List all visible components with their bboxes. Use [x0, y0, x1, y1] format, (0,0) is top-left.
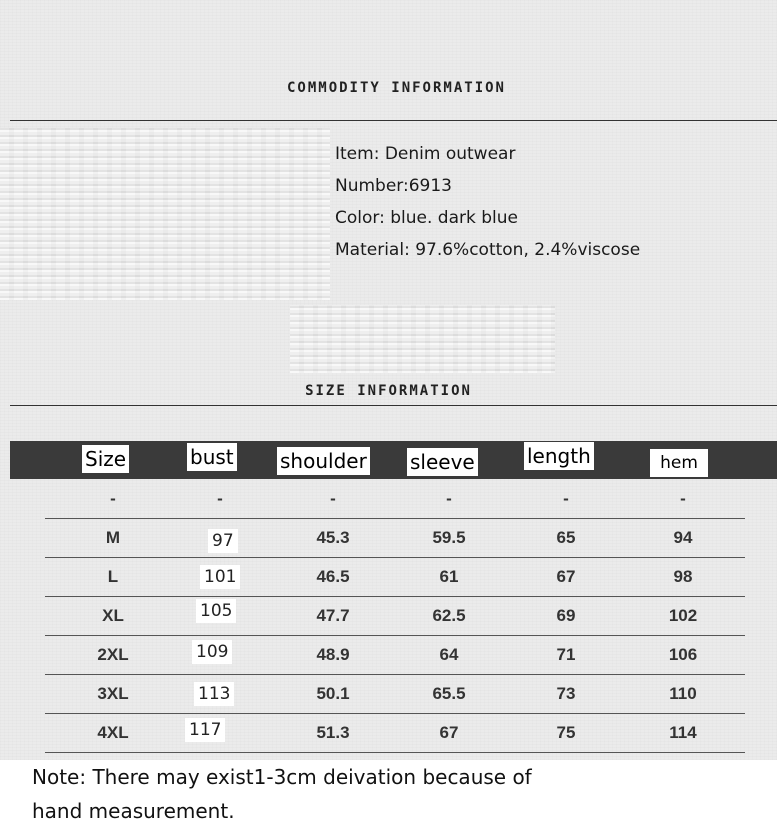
commodity-details: [335, 141, 640, 269]
blurred-watermark: [290, 305, 555, 373]
size-info-heading: SIZE INFORMATION: [305, 383, 472, 399]
cell-bust: 97: [208, 529, 238, 553]
cell-shoulder: 50.1: [316, 684, 350, 703]
cell-sleeve: 65.5: [432, 684, 466, 703]
cell-size: L: [107, 567, 119, 586]
cell-bust: 109: [192, 640, 232, 664]
cell-sleeve: 62.5: [432, 606, 466, 625]
placeholder-cell: -: [217, 489, 223, 508]
header-hem: hem: [650, 449, 708, 477]
cell-bust: 101: [200, 565, 240, 589]
table-row: [0, 635, 777, 674]
row-divider: [45, 752, 745, 753]
blurred-product-image: [0, 128, 330, 300]
cell-length: 71: [556, 645, 576, 664]
cell-length: 69: [556, 606, 576, 625]
cell-length: 65: [556, 528, 576, 547]
header-size: Size: [82, 445, 129, 473]
table-row: [0, 674, 777, 713]
cell-size: 4XL: [97, 723, 129, 742]
placeholder-cell: -: [446, 489, 452, 508]
measurement-note: [32, 760, 777, 836]
cell-size: 3XL: [97, 684, 129, 703]
cell-shoulder: 48.9: [316, 645, 350, 664]
cell-bust: 113: [194, 682, 234, 706]
cell-length: 73: [556, 684, 576, 703]
cell-shoulder: 47.7: [316, 606, 350, 625]
cell-hem: 110: [669, 684, 697, 703]
table-row: [0, 557, 777, 596]
cell-size: 2XL: [97, 645, 129, 664]
cell-shoulder: 45.3: [316, 528, 350, 547]
size-divider: [10, 405, 777, 406]
header-length: length: [524, 442, 594, 470]
detail-item: Item: Denim outwear: [335, 144, 516, 164]
cell-length: 67: [556, 567, 576, 586]
placeholder-cell: -: [330, 489, 336, 508]
commodity-info-heading: COMMODITY INFORMATION: [286, 80, 506, 96]
cell-hem: 102: [668, 606, 698, 625]
cell-sleeve: 67: [439, 723, 459, 742]
cell-hem: 98: [673, 567, 693, 586]
placeholder-row: [0, 489, 777, 509]
header-bust: bust: [187, 443, 237, 471]
placeholder-cell: -: [563, 489, 569, 508]
cell-size: M: [105, 528, 121, 547]
detail-material: Material: 97.6%cotton, 2.4%viscose: [335, 240, 641, 260]
table-row: [0, 713, 777, 752]
cell-hem: 114: [669, 723, 697, 742]
cell-hem: 94: [673, 528, 693, 547]
header-shoulder: shoulder: [277, 447, 370, 475]
detail-color: Color: blue. dark blue: [335, 208, 518, 228]
table-row: [0, 518, 777, 557]
header-sleeve: sleeve: [407, 448, 478, 476]
commodity-divider: [10, 120, 777, 121]
detail-number: Number:6913: [335, 176, 452, 196]
placeholder-cell: -: [110, 489, 116, 508]
cell-sleeve: 64: [439, 645, 459, 664]
cell-size: XL: [102, 606, 124, 625]
note-line-2: hand measurement.: [32, 799, 235, 823]
note-line-1: Note: There may exist1-3cm deivation because of: [32, 765, 532, 789]
cell-shoulder: 51.3: [316, 723, 350, 742]
cell-sleeve: 59.5: [432, 528, 466, 547]
table-row: [0, 596, 777, 635]
cell-sleeve: 61: [439, 567, 459, 586]
cell-bust: 117: [185, 718, 225, 742]
cell-length: 75: [556, 723, 576, 742]
placeholder-cell: -: [680, 489, 686, 508]
cell-bust: 105: [196, 599, 236, 623]
cell-hem: 106: [668, 645, 698, 664]
cell-shoulder: 46.5: [316, 567, 350, 586]
